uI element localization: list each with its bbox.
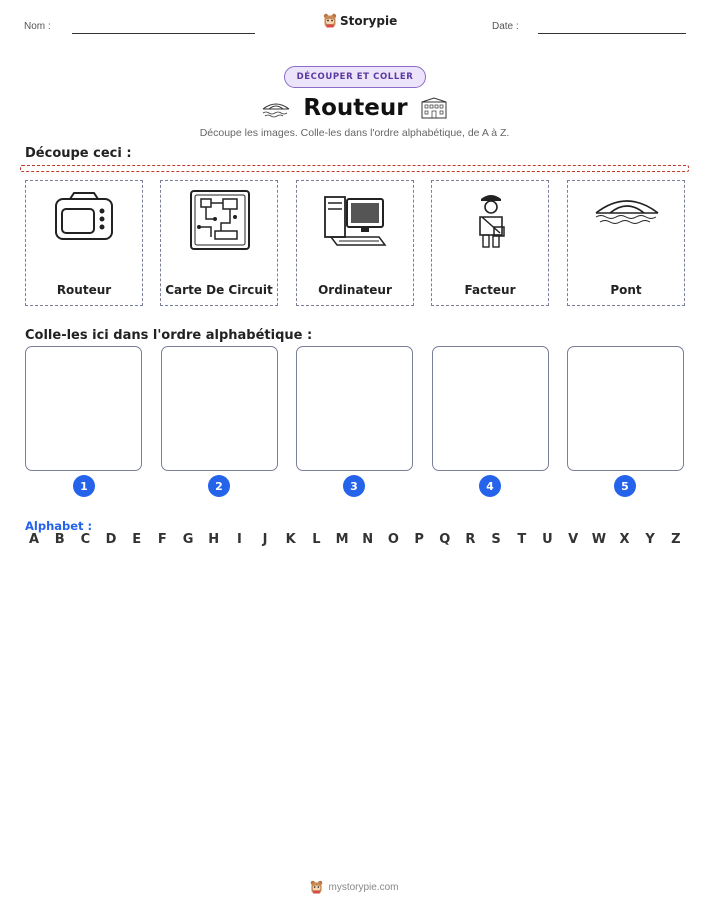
alphabet-letter: C <box>80 532 91 547</box>
activity-badge: DÉCOUPER ET COLLER <box>284 66 426 88</box>
alphabet-letter: G <box>182 532 194 547</box>
date-line[interactable] <box>538 33 686 34</box>
title-row <box>0 92 709 124</box>
card-label: Carte De Circuit <box>165 283 273 297</box>
alphabet-letter: A <box>28 532 40 547</box>
circuit-board-icon <box>185 187 255 253</box>
alphabet-letter: N <box>362 532 374 547</box>
alphabet-letter: S <box>491 532 501 547</box>
alphabet-letter: M <box>335 532 349 547</box>
alphabet-row <box>27 532 683 547</box>
alphabet-letter: E <box>132 532 142 547</box>
card-label: Facteur <box>464 283 516 297</box>
alphabet-letter: Y <box>645 532 655 547</box>
number-badge-4: 4 <box>479 475 501 497</box>
paste-box-5[interactable] <box>567 346 684 471</box>
paste-box-1[interactable] <box>25 346 142 471</box>
alphabet-letter: U <box>542 532 553 547</box>
brand-name: Storypie <box>340 14 398 28</box>
number-badge-1: 1 <box>73 475 95 497</box>
bridge-icon <box>261 97 291 119</box>
alphabet-letter: L <box>312 532 321 547</box>
alphabet-letter: R <box>465 532 476 547</box>
alphabet-letter: T <box>517 532 527 547</box>
number-badge-5: 5 <box>614 475 636 497</box>
mailman-icon <box>456 187 526 253</box>
bridge-icon <box>592 187 662 237</box>
card-label: Ordinateur <box>318 283 392 297</box>
name-line[interactable] <box>72 33 255 34</box>
mascot-icon <box>323 13 337 29</box>
alphabet-letter: Q <box>439 532 451 547</box>
instructions: Découpe les images. Colle-les dans l'ordre alphabétique, de A à Z. <box>199 127 510 139</box>
cut-card-circuit-board[interactable] <box>160 180 278 306</box>
building-icon <box>420 97 448 119</box>
alphabet-letter: P <box>414 532 424 547</box>
date-label: Date : <box>492 21 519 32</box>
cut-card-bridge[interactable] <box>567 180 685 306</box>
number-badge-2: 2 <box>208 475 230 497</box>
cut-section-label: Découpe ceci : <box>25 146 132 161</box>
name-label: Nom : <box>24 21 51 32</box>
footer-url[interactable]: mystorypie.com <box>328 882 399 893</box>
brand-logo <box>323 13 397 29</box>
cut-card-router[interactable] <box>25 180 143 306</box>
cut-card-computer[interactable] <box>296 180 414 306</box>
alphabet-letter: F <box>157 532 167 547</box>
alphabet-letter: K <box>285 532 296 547</box>
card-label: Routeur <box>56 283 112 297</box>
alphabet-letter: D <box>105 532 117 547</box>
alphabet-letter: Z <box>671 532 681 547</box>
alphabet-letter: V <box>568 532 579 547</box>
cut-card-mailman[interactable] <box>431 180 549 306</box>
mascot-icon <box>310 880 323 895</box>
computer-icon <box>321 187 391 253</box>
card-label: Pont <box>610 283 642 297</box>
footer <box>0 880 709 895</box>
page-title: Routeur <box>303 95 408 121</box>
cut-line <box>20 165 689 172</box>
alphabet-letter: B <box>54 532 65 547</box>
alphabet-label: Alphabet : <box>25 519 93 533</box>
paste-box-3[interactable] <box>296 346 413 471</box>
paste-box-4[interactable] <box>432 346 549 471</box>
router-icon <box>50 187 120 247</box>
alphabet-letter: W <box>591 532 607 547</box>
paste-box-2[interactable] <box>161 346 278 471</box>
alphabet-letter: H <box>208 532 220 547</box>
alphabet-letter: O <box>387 532 399 547</box>
alphabet-letter: X <box>619 532 630 547</box>
alphabet-letter: J <box>262 532 268 547</box>
alphabet-letter: I <box>236 532 242 547</box>
number-badge-3: 3 <box>343 475 365 497</box>
paste-section-label: Colle-les ici dans l'ordre alphabétique : <box>25 328 313 343</box>
